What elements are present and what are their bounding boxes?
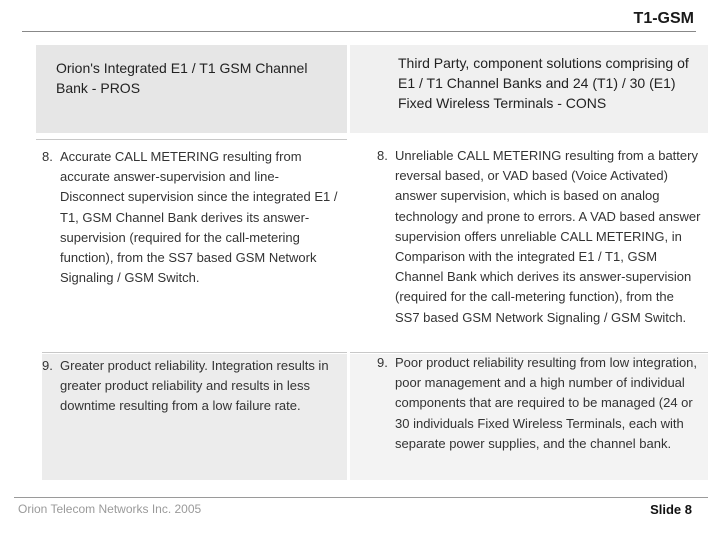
slide-number: Slide 8 — [650, 502, 692, 517]
item-text: Accurate CALL METERING resulting from accurate answer-supervision and line-Disconnect supervision since the integrated E1 / T1, GSM Channel Bank derives its answer-supervision (required for the call-metering function), from the SS7 based GSM Network Signaling / GSM Switch. — [60, 149, 338, 286]
slide-title: T1-GSM — [633, 10, 694, 27]
pros-header-text: Orion's Integrated E1 / T1 GSM Channel Bank - PROS — [56, 60, 308, 96]
row-divider — [42, 352, 347, 353]
cons-header-text: Third Party, component solutions comprising of E1 / T1 Channel Banks and 24 (T1) / 30 (E1) Fixed Wireless Terminals - CONS — [398, 55, 689, 111]
cons-item-8 — [377, 146, 701, 328]
item-number: 9. — [42, 358, 53, 373]
cons-item-9 — [377, 353, 701, 454]
item-number: 9. — [377, 355, 388, 370]
item-text: Unreliable CALL METERING resulting from a battery reversal based, or VAD based (Voice Activated) answer supervision, which is based on analog technology and prone to errors. A VAD based answer supervision offers unreliable CALL METERING, in Comparison with the integrated E1 / T1, GSM Channel Bank which derives its answer-supervision (required for the call-metering function), from the SS7 based GSM Network Signaling / GSM Switch. — [395, 148, 701, 325]
pros-item-8 — [42, 147, 338, 288]
footer-company: Orion Telecom Networks Inc. 2005 — [18, 502, 202, 516]
pros-item-9 — [42, 356, 338, 417]
footer-divider — [14, 497, 708, 498]
cons-header-cell — [350, 45, 708, 133]
item-number: 8. — [42, 149, 53, 164]
column-separator — [347, 45, 350, 498]
item-text: Greater product reliability. Integration results in greater product reliability and results in less downtime resulting from a low failure rate. — [60, 358, 329, 414]
row-divider — [36, 139, 347, 140]
item-text: Poor product reliability resulting from low integration, poor management and a high number of individual components that are required to be managed (24 or 30 individuals Fixed Wireless Terminals, each with separate power supplies, and the channel bank. — [395, 355, 698, 451]
item-number: 8. — [377, 148, 388, 163]
pros-header-cell — [36, 45, 347, 133]
title-divider — [22, 31, 696, 32]
